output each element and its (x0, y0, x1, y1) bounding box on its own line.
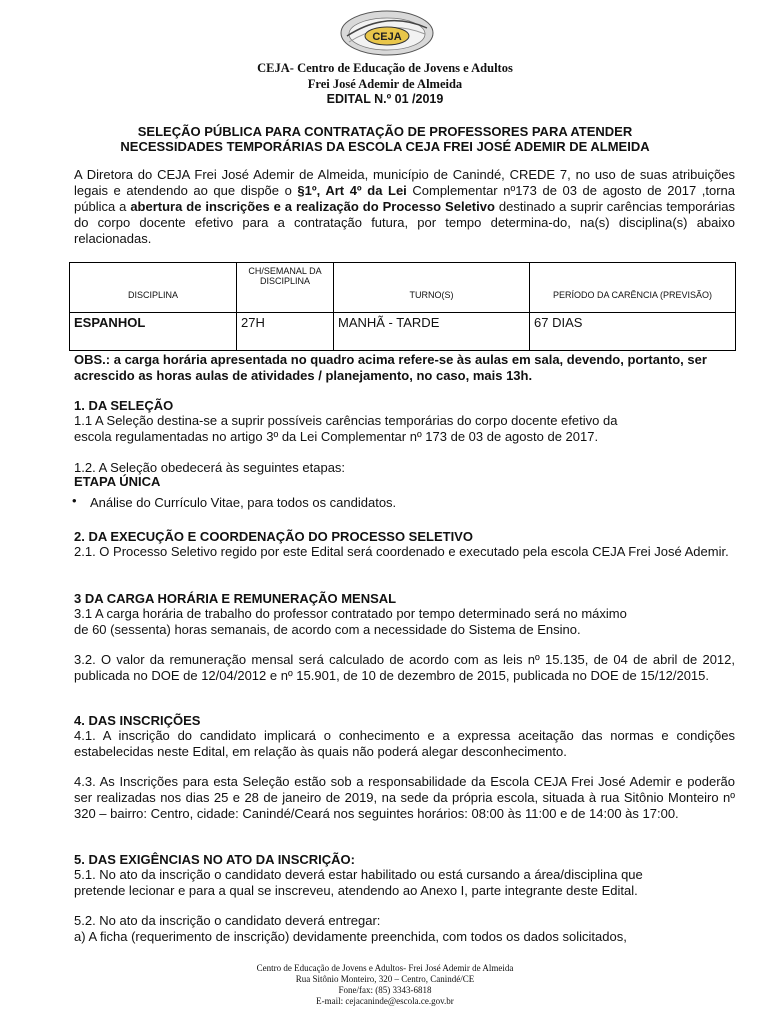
header-school: Frei José Ademir de Almeida (307, 77, 463, 91)
section-1-title: 1. DA SELEÇÃO (74, 398, 174, 413)
section-2-title: 2. DA EXECUÇÃO E COORDENAÇÃO DO PROCESSO SELETIVO (74, 529, 473, 544)
table-cell: 27H (237, 313, 334, 351)
intro-paragraph: A Diretora do CEJA Frei José Ademir de Almeida, município de Canindé, CREDE 7, no uso de suas atribuições legais e atendendo ao que dispõe o §1º, Art 4º da Lei Complementar nº173 de 03 de agosto de 2017 ,torna pública a abertura de inscrições e a realização do Processo Seletivo destinado a suprir carências temporárias do corpo docente efetivo para a contratação futura, por tempo determina-do, na(s) disciplina(s) abaixo relacionadas. (74, 167, 735, 246)
table-cell: MANHÃ - TARDE (334, 313, 530, 351)
title-line-2: NECESSIDADES TEMPORÁRIAS DA ESCOLA CEJA FREI JOSÉ ADEMIR DE ALMEIDA (120, 139, 650, 154)
section-5-2: 5.2. No ato da inscrição o candidato deverá entregar: (74, 913, 381, 928)
footer-line-1: Centro de Educação de Jovens e Adultos- Frei José Ademir de Almeida (256, 963, 514, 973)
etapa-unica: ETAPA ÚNICA (74, 474, 161, 489)
table-header-cell: TURNO(S) (334, 263, 530, 313)
section-5-1-line-a: 5.1. No ato da inscrição o candidato deverá estar habilitado ou está cursando a área/disciplina que (74, 867, 643, 882)
footer-address: Rua Sitônio Monteiro, 320 – Centro, Canindé/CE (295, 974, 475, 984)
table-header-cell: PERÍODO DA CARÊNCIA (PREVISÃO) (530, 263, 736, 313)
section-5-1-line-b: pretende lecionar e para a qual se inscreveu, atendendo ao Anexo I, parte integrante deste Edital. (74, 883, 638, 898)
section-4-1: 4.1. A inscrição do candidato implicará o conhecimento e a expressa aceitação das normas e condições estabelecidas neste Edital, em relação às quais não poderá alegar desconhecimento. (74, 728, 735, 759)
section-1-2: 1.2. A Seleção obedecerá às seguintes etapas: (74, 460, 346, 475)
section-5-title: 5. DAS EXIGÊNCIAS NO ATO DA INSCRIÇÃO: (74, 852, 355, 867)
footer-email: E-mail: cejacaninde@escola.ce.gov.br (316, 996, 454, 1006)
title-line-1: SELEÇÃO PÚBLICA PARA CONTRATAÇÃO DE PROFESSORES PARA ATENDER (137, 124, 633, 139)
section-4-3: 4.3. As Inscrições para esta Seleção estão sob a responsabilidade da Escola CEJA Frei José Ademir e poderão ser realizadas nos dias 25 e 28 de janeiro de 2019, na sede da própria escola, situada à rua Sitônio Monteiro nº 320 – bairro: Centro, cidade: Canindé/Ceará nos seguintes horários: 08:00 às 11:00 e de 14:00 às 17:00. (74, 774, 735, 821)
footer-phone: Fone/fax: (85) 3343-6818 (338, 985, 432, 995)
section-1-1-line-a: 1.1 A Seleção destina-se a suprir possíveis carências temporárias do corpo docente efetivo da (74, 413, 618, 428)
table-header-cell: CH/SEMANAL DA DISCIPLINA (237, 263, 334, 313)
obs-note: OBS.: a carga horária apresentada no quadro acima refere-se às aulas em sala, devendo, portanto, ser acrescido as horas aulas de atividades / planejamento, no caso, mais 13h. (74, 352, 707, 383)
table-cell: ESPANHOL (70, 313, 237, 351)
bullet-text: Análise do Currículo Vitae, para todos os candidatos. (90, 495, 397, 510)
bullet-item (74, 495, 735, 511)
section-4-title: 4. DAS INSCRIÇÕES (74, 713, 201, 728)
header-institution: CEJA- Centro de Educação de Jovens e Adultos (257, 61, 513, 75)
edital-number: EDITAL N.º 01 /2019 (326, 92, 444, 106)
table-header-row (70, 263, 736, 313)
section-3-title: 3 DA CARGA HORÁRIA E REMUNERAÇÃO MENSAL (74, 591, 397, 606)
section-3-2: 3.2. O valor da remuneração mensal será calculado de acordo com as leis nº 15.135, de 04 de abril de 2012, publicada no DOE de 12/04/2012 e nº 15.901, de 10 de dezembro de 2015, publicada no DOE de 15/12/2015. (74, 652, 735, 683)
section-3-1-line-b: de 60 (sessenta) horas semanais, de acordo com a necessidade do Sistema de Ensino. (74, 622, 581, 637)
bullet-icon: • (72, 493, 77, 508)
section-2-1: 2.1. O Processo Seletivo regido por este Edital será coordenado e executado pela escola CEJA Frei José Ademir. (74, 544, 729, 559)
section-5-2-a: a) A ficha (requerimento de inscrição) devidamente preenchida, com todos os dados solicitados, (74, 929, 627, 944)
discipline-table (69, 262, 736, 351)
table-row (70, 313, 736, 351)
section-1-1-line-b: escola regulamentadas no artigo 3º da Lei Complementar nº 173 de 03 de agosto de 2017. (74, 429, 599, 444)
table-cell: 67 DIAS (530, 313, 736, 351)
section-3-1-line-a: 3.1 A carga horária de trabalho do professor contratado por tempo determinado será no máximo (74, 606, 627, 621)
logo-name: CEJA (372, 31, 402, 43)
ceja-logo (337, 6, 437, 58)
table-header-cell: DISCIPLINA (70, 263, 237, 313)
